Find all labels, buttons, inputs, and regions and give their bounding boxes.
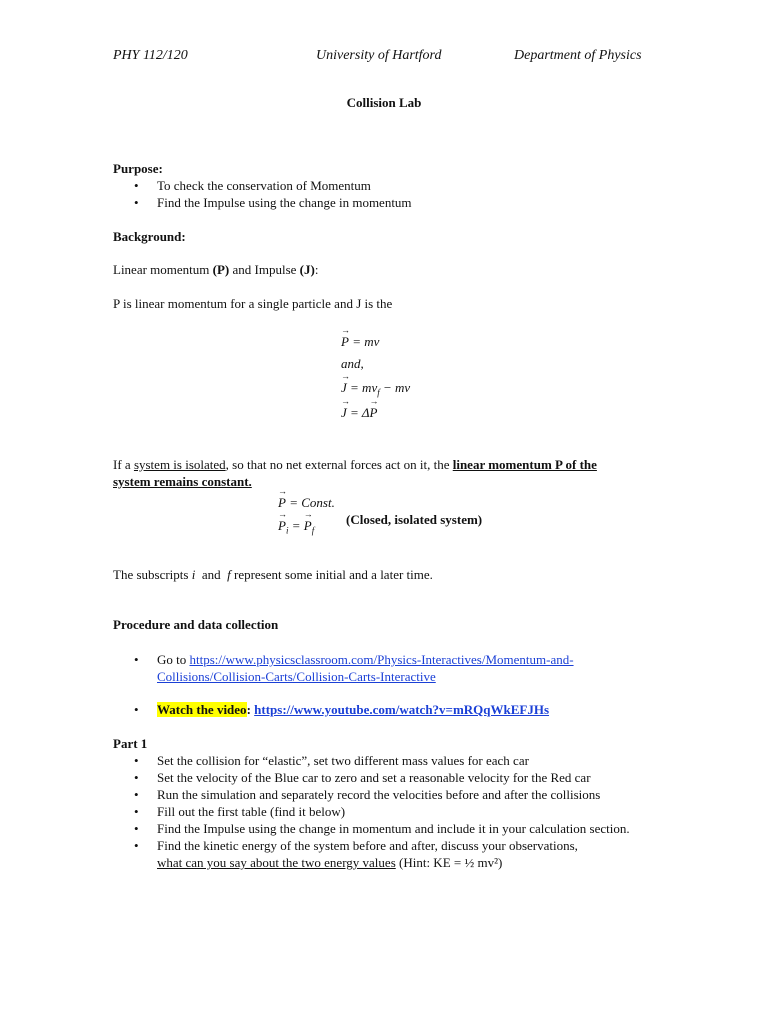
list-item: • Set the collision for “elastic”, set two different mass values for each car	[113, 752, 653, 769]
list-item: • Find the Impulse using the change in momentum and include it in your calculation section.	[113, 820, 657, 837]
equation-momentum: → P = mv	[341, 333, 379, 350]
youtube-link[interactable]: https://www.youtube.com/watch?v=mRQqWkEFJHs	[254, 702, 550, 717]
university-name: University of Hartford	[316, 48, 442, 63]
list-item: • Watch the video: https://www.youtube.com/watch?v=mRQqWkEFJHs	[113, 701, 693, 718]
equation-constant: → P = Const.	[278, 494, 335, 511]
procedure-list-goto	[113, 651, 693, 685]
list-item: • Run the simulation and separately record the velocities before and after the collisions	[113, 786, 605, 803]
list-item: • Go to https://www.physicsclassroom.com/Physics-Interactives/Momentum-and- Collisions/Collision-Carts/Collision-Carts-Interactive	[113, 651, 693, 685]
isolated-system-paragraph: If a system is isolated, so that no net external forces act on it, the linear momentum P of the system remains constant.	[113, 457, 597, 489]
part1-list	[113, 752, 653, 871]
definition-line: P is linear momentum for a single particle and J is the	[113, 296, 393, 311]
momentum-impulse-line: Linear momentum (P) and Impulse (J):	[113, 262, 319, 277]
procedure-list-video	[113, 701, 693, 718]
equation-impulse-delta: → J = Δ→ P	[341, 404, 377, 421]
department-name: Department of Physics	[514, 48, 642, 63]
purpose-heading: Purpose:	[113, 161, 163, 176]
physicsclassroom-link[interactable]: https://www.physicsclassroom.com/Physics-Interactives/Momentum-and- Collisions/Collision-Carts/Collision-Carts-Interactive	[157, 652, 574, 684]
page-title: Collision Lab	[346, 95, 422, 110]
watch-video-label: Watch the video	[157, 702, 247, 717]
procedure-heading: Procedure and data collection	[113, 617, 279, 632]
purpose-list	[113, 177, 673, 211]
background-heading: Background:	[113, 229, 186, 244]
list-item: • To check the conservation of Momentum	[113, 177, 673, 194]
equation-conservation: → $P_i$ = → $P_f$	[278, 517, 314, 534]
equation-and: and,	[341, 356, 364, 371]
subscripts-line: The subscripts i and f represent some initial and a later time.	[113, 567, 433, 582]
part1-heading: Part 1	[113, 736, 148, 751]
closed-system-note: (Closed, isolated system)	[346, 512, 483, 527]
list-item: • Find the Impulse using the change in momentum	[113, 194, 673, 211]
list-item: • Fill out the first table (find it below)	[113, 803, 653, 820]
list-item: • Find the kinetic energy of the system before and after, discuss your observations, what can you say about the two energy values (Hint: KE = ½ mv²)	[113, 837, 653, 871]
equation-impulse: → $J = mv_f$ − mv	[341, 379, 410, 396]
list-item: • Set the velocity of the Blue car to zero and set a reasonable velocity for the Red car	[113, 769, 653, 786]
course-code: PHY 112/120	[113, 48, 188, 63]
page-header	[113, 47, 658, 67]
